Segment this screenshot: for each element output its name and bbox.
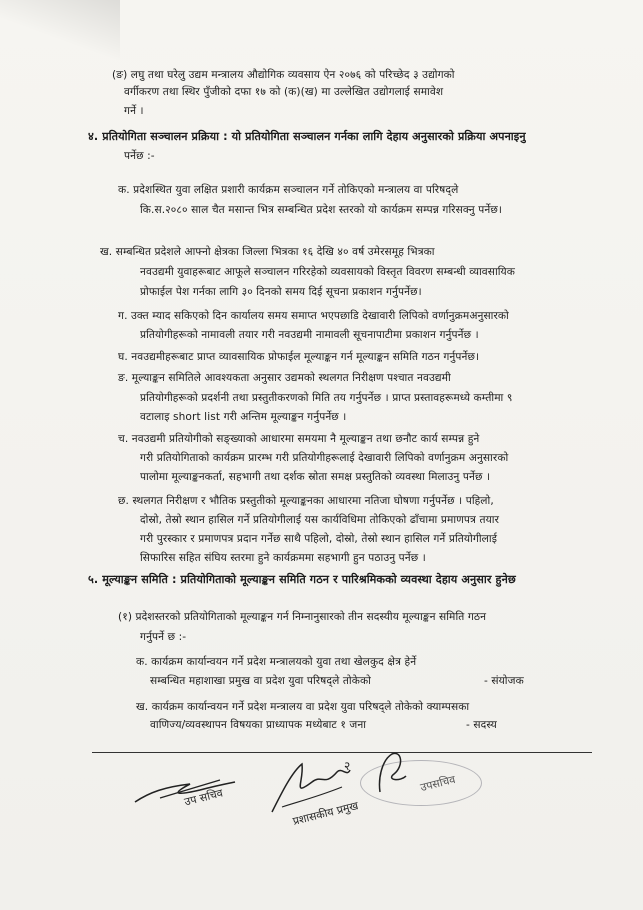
- member-kha-line-2: वाणिज्य/व्यवस्थापन विषयका प्राध्यापक मध्येबाट १ जना: [150, 719, 367, 731]
- item-cha-line-3: पालोमा मूल्याङ्कनकर्ता, सहभागी तथा दर्शक स्रोता समक्ष प्रस्तुतिको व्यवस्था मिलाउनु पर्नेछ ।: [140, 471, 491, 483]
- clause-nga-line-2: वर्गीकरण तथा स्थिर पुँजीको दफा १७ को (क)(ख) मा उल्लेखित उद्योगलाई समावेश: [124, 86, 444, 98]
- clause-nga-line-1: (ङ) लघु तथा घरेलु उद्यम मन्त्रालय औद्योगिक व्यवसाय ऐन २०७६ को परिच्छेद ३ उद्योगको: [112, 69, 455, 81]
- stamp-left-text: उप सचिव: [183, 786, 225, 809]
- item-chha-line-3: गरी पुरस्कार र प्रमाणपत्र प्रदान गर्नेछ साथै पहिलो, दोस्रो, तेस्रो स्थान हासिल गर्ने प्रतियोगीलाई: [140, 533, 497, 545]
- item-kha-line-1: ख. सम्बन्धित प्रदेशले आफ्नो क्षेत्रका जिल्ला भित्रका १६ देखि ४० वर्ष उमेरसमूह भित्रका: [100, 246, 435, 258]
- paper-fold-shadow: [0, 0, 120, 60]
- section-4-heading-cont: पर्नेछ :-: [124, 150, 155, 162]
- item-chha-line-1: छ. स्थलगत निरीक्षण र भौतिक प्रस्तुतीको मूल्याङ्कनका आधारमा नतिजा घोषणा गर्नुपर्नेछ । पहिलो,: [118, 495, 494, 507]
- item-ka-line-1: क. प्रदेशस्थित युवा लक्षित प्रशारी कार्यक्रम सञ्चालन गर्ने तोकिएको मन्त्रालय वा परिषद्ले: [118, 184, 459, 196]
- item-cha-line-2: गरी प्रतियोगिताको कार्यक्रम प्रारम्भ गरी प्रतियोगीहरूलाई देखावारी लिपिको वर्णानुक्रम अनुसारको: [140, 452, 509, 464]
- signature-right: [372, 748, 412, 798]
- item-chha-line-4: सिफारिस सहित संघिय स्तरमा हुने कार्यक्रममा सहभागी हुन पठाउनु पर्नेछ ।: [140, 552, 426, 564]
- item-nga-line-3: वटालाइ short list गरी अन्तिम मूल्याङ्कन गर्नुपर्नेछ ।: [140, 411, 347, 423]
- item-ga-line-1: ग. उक्त म्याद सकिएको दिन कार्यालय समय समाप्त भएपछाडि देखावारी लिपिको वर्णानुक्रमअनुसारको: [118, 310, 509, 322]
- member-kha-line-1: ख. कार्यक्रम कार्यान्वयन गर्ने प्रदेश मन्त्रालय वा प्रदेश युवा परिषद्ले तोकेको क्याम्पसका: [136, 701, 470, 713]
- subclause-1-line-1: (१) प्रदेशस्तरको प्रतियोगिताको मूल्याङ्कन गर्न निम्नानुसारको तीन सदस्यीय मूल्याङ्कन समिति गठन: [118, 611, 487, 623]
- section-4-heading: ४. प्रतियोगिता सञ्चालन प्रक्रिया : यो प्रतियोगिता सञ्चालन गर्नका लागि देहाय अनुसारको प्रक्रिया अपनाइनु: [88, 130, 526, 143]
- role-member: - सदस्य: [466, 719, 497, 731]
- item-kha-line-2: नवउद्यमी युवाहरूबाट आफूले सञ्चालन गरिरहेको व्यवसायको विस्तृत विवरण सम्बन्धी व्यावसायिक: [140, 266, 516, 278]
- member-ka-line-1: क. कार्यक्रम कार्यान्वयन गर्ने प्रदेश मन्त्रालयको युवा तथा खेलकुद क्षेत्र हेर्ने: [136, 656, 417, 668]
- stamp-right-text: उपसचिव: [418, 772, 457, 795]
- item-kha-line-3: प्रोफाईल पेश गर्नका लागि ३० दिनको समय दिई सूचना प्रकाशन गर्नुपर्नेछ।: [140, 286, 422, 298]
- item-cha-line-1: च. नवउद्यमी प्रतियोगीको सङ्ख्याको आधारमा समयमा नै मूल्याङ्कन तथा छनौट कार्य सम्पन्न हुने: [118, 433, 480, 445]
- item-ga-line-2: प्रतियोगीहरूको नामावली तयार गरी नवउद्यमी नामावली सूचनापाटीमा प्रकाशन गर्नुपर्नेछ ।: [140, 329, 479, 341]
- item-gha-line-1: घ. नवउद्यमीहरूबाट प्राप्त व्यावसायिक प्रोफाईल मूल्याङ्कन गर्न मूल्याङ्कन समिति गठन गर्नुपर्नेछ।: [118, 351, 480, 363]
- item-chha-line-2: दोस्रो, तेस्रो स्थान हासिल गर्ने प्रतियोगीलाई यस कार्यविधिमा तोकिएको ढाँचामा प्रमाणपत्र तयार: [140, 514, 500, 526]
- role-coordinator: - संयोजक: [484, 675, 524, 687]
- clause-nga-line-3: गर्ने ।: [124, 105, 144, 117]
- section-5-heading: ५. मूल्याङ्कन समिति : प्रतियोगिताको मूल्याङ्कन समिति गठन र पारिश्रमिकको व्यवस्था देहाय अनुसार हुनेछ: [88, 573, 516, 586]
- member-ka-line-2: सम्बन्धित महाशाखा प्रमुख वा प्रदेश युवा परिषद्ले तोकेको: [150, 675, 371, 687]
- stamp-center-text: प्रशासकीय प्रमुख: [291, 799, 360, 828]
- item-nga-line-1: ङ. मूल्याङ्कन समितिले आवश्यकता अनुसार उद्यमको स्थलगत निरीक्षण पश्चात नवउद्यमी: [118, 372, 451, 384]
- page-number: २: [344, 759, 351, 773]
- item-nga-line-2: प्रतियोगीहरूको प्रदर्शनी तथा प्रस्तुतीकरणको मिति तय गर्नुपर्नेछ । प्राप्त प्रस्तावहरूमध्ये कम्तीमा ९: [140, 392, 513, 404]
- subclause-1-line-2: गर्नुपर्ने छ :-: [140, 631, 187, 643]
- item-ka-line-2: कि.स.२०८० साल चैत मसान्त भित्र सम्बन्धित प्रदेश स्तरको यो कार्यक्रम सम्पन्न गरिसक्नु पर्नेछ।: [140, 204, 502, 216]
